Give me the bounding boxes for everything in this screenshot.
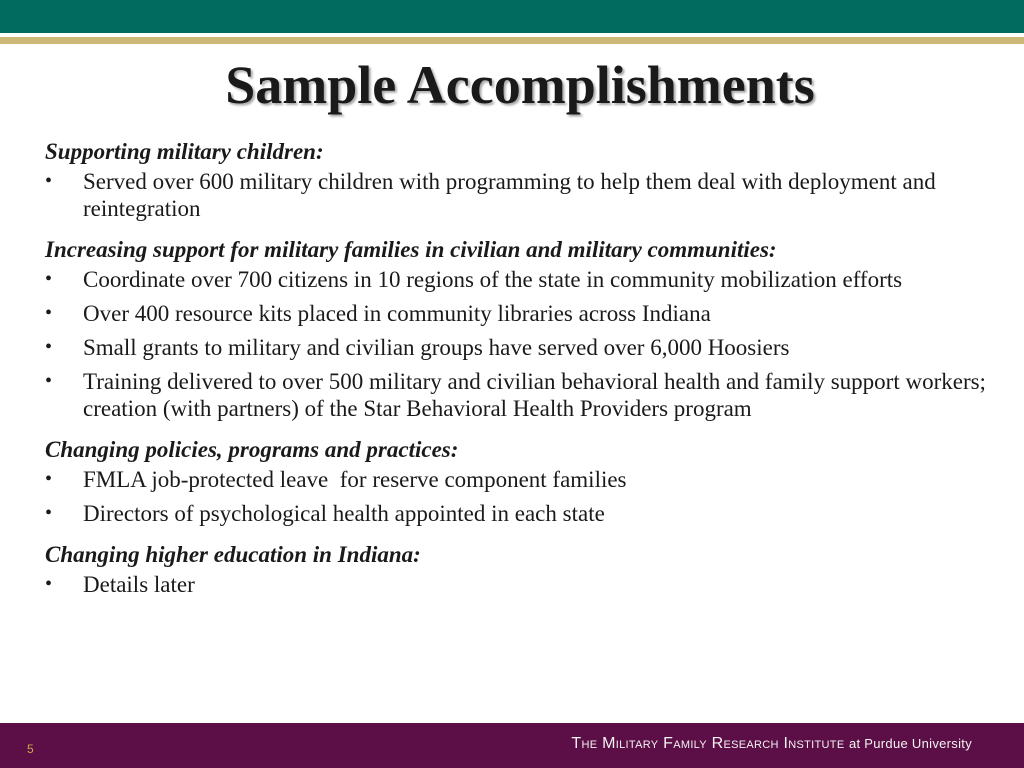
page-number: 5 [27, 742, 34, 756]
list-item-text: Training delivered to over 500 military and civilian behavioral health and family support workers; creation (with partners) of the Star Behavioral Health Providers program [83, 369, 986, 421]
bullet-icon: • [45, 336, 53, 358]
list-item-text: Directors of psychological health appointed in each state [83, 501, 605, 526]
list-item [45, 300, 1005, 327]
list-item-text: Served over 600 military children with programming to help them deal with deployment and reintegration [83, 169, 936, 221]
bullet-list-higher-education [45, 571, 1005, 598]
top-color-band [0, 0, 1024, 33]
list-item [45, 266, 1005, 293]
list-item [45, 168, 1005, 222]
bullet-icon: • [45, 502, 53, 524]
section-heading-communities: Increasing support for military families in civilian and military communities: [45, 237, 777, 262]
list-item [45, 500, 1005, 527]
bullet-icon: • [45, 468, 53, 490]
list-item [45, 466, 1005, 493]
list-item [45, 571, 1005, 598]
section-heading-children: Supporting military children: [45, 139, 324, 164]
bullet-icon: • [45, 302, 53, 324]
top-gold-rule [0, 37, 1024, 44]
list-item [45, 334, 1005, 361]
slide-title: Sample Accomplishments [225, 55, 815, 115]
institute-name: The Military Family Research Institute [571, 735, 845, 752]
footer-institute-name [571, 735, 972, 753]
list-item-text: Details later [83, 572, 195, 597]
section-heading-policies: Changing policies, programs and practices: [45, 437, 459, 462]
bullet-icon: • [45, 268, 53, 290]
list-item-text: Small grants to military and civilian groups have served over 6,000 Hoosiers [83, 335, 790, 360]
bullet-list-children [45, 168, 1005, 222]
slide-content [45, 138, 1005, 598]
bullet-list-policies [45, 466, 1005, 527]
list-item [45, 368, 1005, 422]
list-item-text: Coordinate over 700 citizens in 10 regions of the state in community mobilization efforts [83, 267, 903, 292]
list-item-text: Over 400 resource kits placed in community libraries across Indiana [83, 301, 711, 326]
bullet-list-communities [45, 266, 1005, 422]
institute-suffix: at Purdue University [848, 736, 972, 751]
list-item-text: FMLA job-protected leave for reserve component families [83, 467, 627, 492]
bullet-icon: • [45, 370, 53, 392]
section-heading-higher-education: Changing higher education in Indiana: [45, 542, 421, 567]
bullet-icon: • [45, 573, 53, 595]
bullet-icon: • [45, 170, 53, 192]
